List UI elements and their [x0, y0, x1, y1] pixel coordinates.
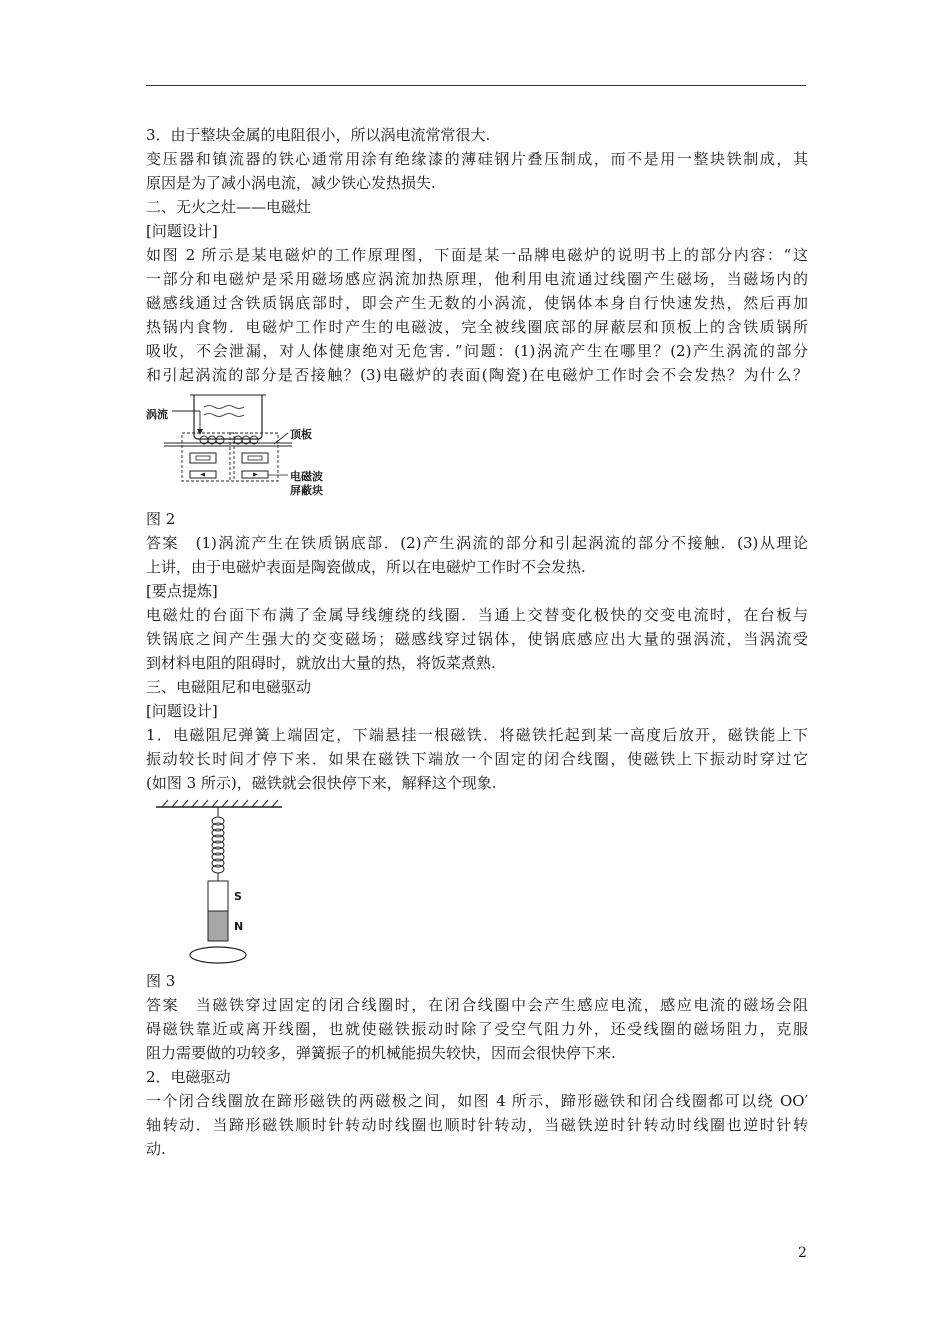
section-heading: 二、无火之灶——电磁灶: [146, 198, 312, 216]
answer-line: 碍磁铁靠近或离开线圈，也就使磁铁振动时除了受空气阻力外，还受线圈的磁场阻力，克服: [146, 1020, 808, 1038]
paragraph-line: (如图 3 所示)，磁铁就会很快停下来，解释这个现象.: [146, 774, 497, 792]
paragraph-line: 如图 2 所示是某电磁炉的工作原理图，下面是某一品牌电磁炉的说明书上的部分内容：“这: [146, 246, 808, 264]
figure-induction-cooker: [146, 389, 808, 507]
label-shield-line1: 电磁波: [290, 470, 323, 483]
paragraph-line: 热锅内食物．电磁炉工作时产生的电磁波，完全被线圈底部的屏蔽层和顶板上的含铁质锅所: [146, 318, 808, 336]
label-n-pole: N: [234, 920, 244, 933]
paragraph-line: 到材料电阻的阻碍时，就放出大量的热，将饭菜煮熟.: [146, 654, 496, 672]
paragraph-line: 1．电磁阻尼弹簧上端固定，下端悬挂一根磁铁．将磁铁托起到某一高度后放开，磁铁能上下: [146, 726, 808, 744]
spring-magnet-diagram: [146, 797, 286, 969]
item-title: 2．电磁驱动: [146, 1068, 231, 1086]
answer-line: 上讲，由于电磁炉表面是陶瓷做成，所以在电磁炉工作时不会发热.: [146, 558, 586, 576]
page-number: 2: [798, 1245, 807, 1261]
paragraph-line: 动.: [146, 1140, 166, 1158]
label-shield-line2: 屏蔽块: [290, 484, 323, 497]
paragraph-line: 变压器和镇流器的铁心通常用涂有绝缘漆的薄硅钢片叠压制成，而不是用一整块铁制成，其: [146, 150, 808, 168]
answer-line: 答案 (1)涡流产生在铁质锅底部．(2)产生涡流的部分和引起涡流的部分不接触．(3)从理论: [146, 534, 808, 552]
paragraph-line: 一个闭合线圈放在蹄形磁铁的两磁极之间，如图 4 所示，蹄形磁铁和闭合线圈都可以绕 OO′: [146, 1092, 808, 1110]
figure-caption: 图 3: [146, 972, 176, 990]
tag-key-points: [要点提炼]: [146, 582, 218, 600]
paragraph-line: 磁感线通过含铁质锅底部时，即会产生无数的小涡流，使锅体本身自行快速发热，然后再加: [146, 294, 808, 312]
answer-line: 答案 当磁铁穿过固定的闭合线圈时，在闭合线圈中会产生感应电流，感应电流的磁场会阻: [146, 996, 808, 1014]
paragraph-line: 振动较长时间才停下来．如果在磁铁下端放一个固定的闭合线圈，使磁铁上下振动时穿过它: [146, 750, 808, 768]
paragraph-line: 轴转动．当蹄形磁铁顺时针转动时线圈也顺时针转动，当磁铁逆时针转动时线圈也逆时针转: [146, 1116, 808, 1134]
label-top-plate: 顶板: [290, 428, 312, 441]
paragraph-line: 电磁灶的台面下布满了金属导线缠绕的线圈．当通上交替变化极快的交变电流时，在台板与: [146, 606, 808, 624]
label-eddy-current: 涡流: [146, 408, 168, 421]
figure-caption: 图 2: [146, 510, 176, 528]
tag-problem-design: [问题设计]: [146, 702, 218, 720]
section-heading: 三、电磁阻尼和电磁驱动: [146, 678, 312, 696]
paragraph-line: 3．由于整块金属的电阻很小，所以涡电流常常很大.: [146, 126, 491, 144]
paragraph-line: 一部分和电磁炉是采用磁场感应涡流加热原理，他利用电流通过线圈产生磁场，当磁场内的: [146, 270, 808, 288]
paragraph-line: 铁锅底之间产生强大的交变磁场；磁感线穿过锅体，使锅底感应出大量的强涡流，当涡流受: [146, 630, 808, 648]
tag-problem-design: [问题设计]: [146, 222, 218, 240]
paragraph-line: 原因是为了减小涡电流，减少铁心发热损失.: [146, 174, 436, 192]
answer-line: 阻力需要做的功较多，弹簧振子的机械能损失较快，因而会很快停下来.: [146, 1044, 616, 1062]
paragraph-line: 和引起涡流的部分是否接触？(3)电磁炉的表面(陶瓷)在电磁炉工作时会不会发热？为什么？: [146, 366, 808, 384]
header-rule: [146, 85, 806, 86]
label-s-pole: S: [234, 890, 242, 903]
document-body: [146, 123, 808, 1161]
paragraph-line: 吸收，不会泄漏，对人体健康绝对无危害．”问题：(1)涡流产生在哪里？(2)产生涡流的部分: [146, 342, 808, 360]
figure-spring-magnet: [146, 797, 808, 969]
